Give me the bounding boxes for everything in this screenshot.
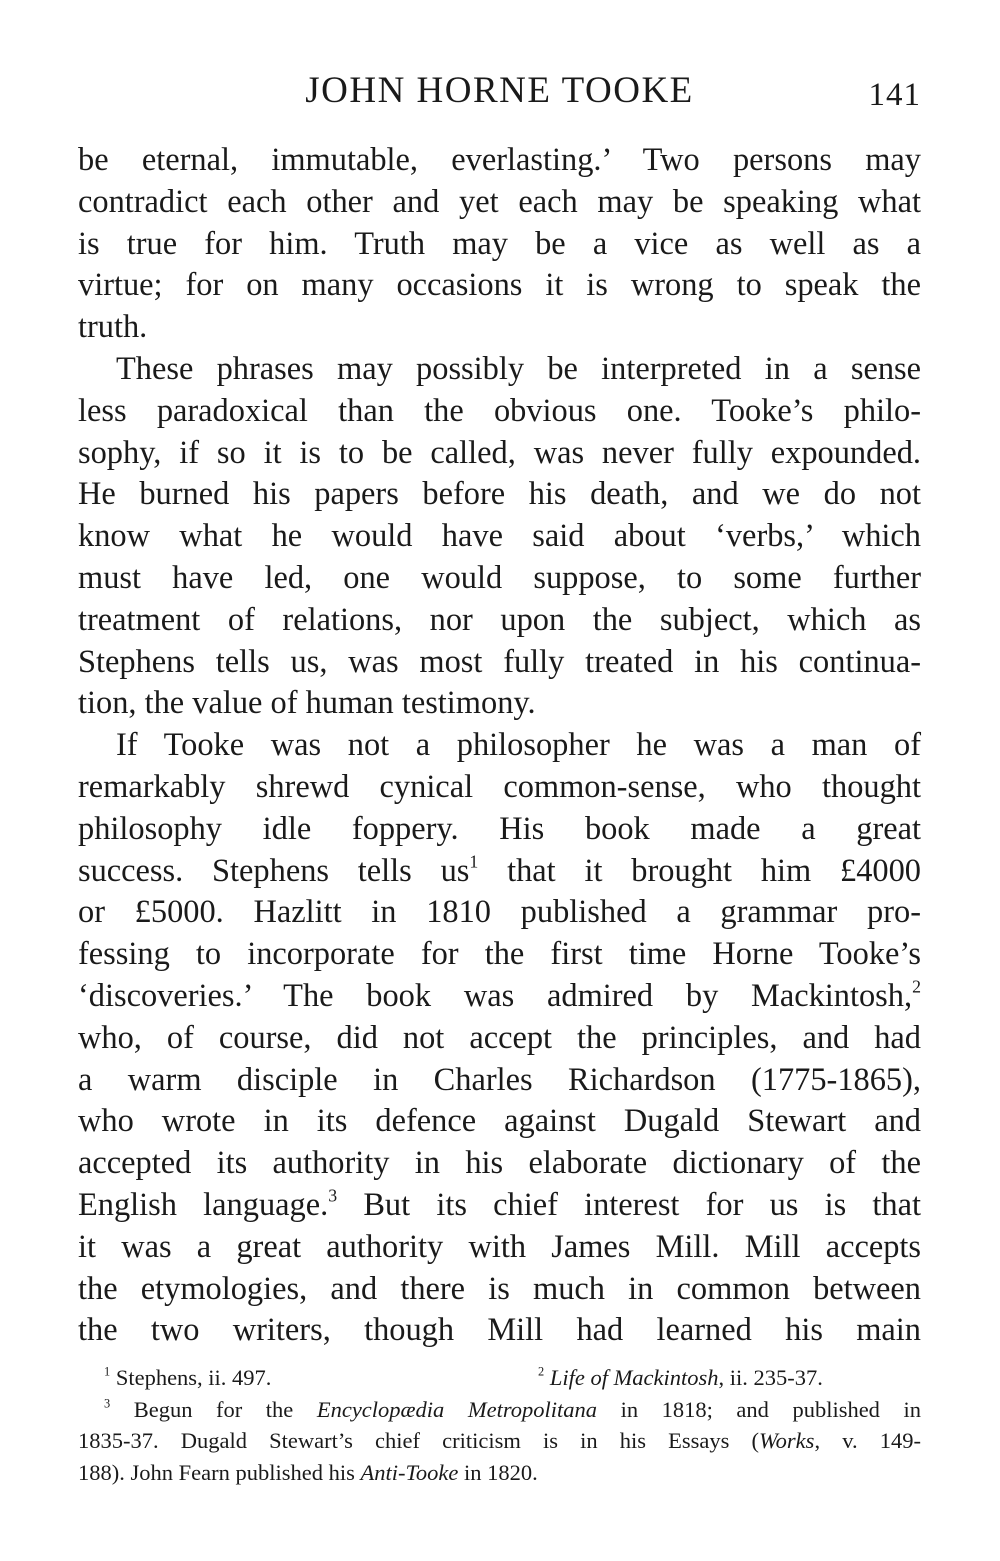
- text-line: who wrote in its defence against Dugald Stewart and: [78, 1103, 921, 1140]
- text-segment: ‘discoveries.’ The book was admired by Mackintosh,: [78, 977, 913, 1014]
- text-line: or £5000. Hazlitt in 1810 published a grammar pro-: [78, 894, 921, 931]
- text-line: virtue; for on many occasions it is wrong to speak the: [78, 267, 921, 304]
- text-line: is true for him. Truth may be a vice as well as a: [78, 225, 921, 262]
- footnote-text: 1835-37. Dugald Stewart’s chief criticism is in his Essays (: [78, 1428, 759, 1453]
- paragraph-2: [78, 349, 921, 725]
- text-line: the two writers, though Mill had learned his main: [78, 1312, 921, 1349]
- text-line: remarkably shrewd cynical common-sense, who thought: [78, 768, 921, 805]
- footnote-3-line-1: [78, 1394, 921, 1426]
- footnote-text: , v. 149-: [814, 1428, 921, 1453]
- text-line: If Tooke was not a philosopher he was a man of: [116, 727, 921, 764]
- text-line: who, of course, did not accept the principles, and had: [78, 1019, 921, 1056]
- footnote-title: Works: [759, 1428, 815, 1453]
- text-line: treatment of relations, nor upon the subject, which as: [78, 601, 921, 638]
- text-line-with-note-1: [78, 851, 921, 893]
- paragraph-3: [78, 725, 921, 1352]
- footnote-text: Begun for the: [133, 1396, 317, 1422]
- footnotes: [78, 1362, 921, 1488]
- text-line: fessing to incorporate for the first time Horne Tooke’s: [78, 936, 921, 973]
- text-line: philosophy idle foppery. His book made a great: [78, 810, 921, 847]
- text-line: contradict each other and yet each may be speaking what: [78, 183, 921, 220]
- text-line: Stephens tells us, was most fully treated in his continua-: [78, 643, 921, 680]
- text-line: accepted its authority in his elaborate dictionary of the: [78, 1145, 921, 1182]
- text-line: must have led, one would suppose, to some further: [78, 559, 921, 596]
- text-line: He burned his papers before his death, and we do not: [78, 476, 921, 513]
- text-line: These phrases may possibly be interpreted in a sense: [116, 350, 921, 387]
- text-line: truth.: [78, 309, 148, 346]
- running-head: [78, 66, 921, 116]
- footnote-title: Life of Mackintosh: [549, 1365, 719, 1390]
- running-title: JOHN HORNE TOOKE: [305, 70, 694, 111]
- footnote-marker-2: 2: [912, 976, 921, 997]
- text-line: be eternal, immutable, everlasting.’ Two persons may: [78, 142, 921, 178]
- footnote-title: Encyclopædia Metropolitana: [316, 1396, 598, 1422]
- footnote-marker-1: 1: [469, 851, 479, 872]
- text-line: know what he would have said about ‘verbs,’ which: [78, 518, 921, 555]
- text-line: tion, the value of human testimony.: [78, 685, 536, 722]
- text-line-with-note-3: [78, 1185, 921, 1227]
- footnote-3-line-2: [78, 1425, 921, 1457]
- page-number: 141: [868, 77, 921, 113]
- footnote-text: in 1818; and published in: [597, 1396, 921, 1422]
- footnote-number-2: 2: [538, 1364, 545, 1379]
- footnote-2: [538, 1362, 921, 1394]
- text-segment: that it brought him £4000: [478, 852, 921, 889]
- text-segment: success. Stephens tells us: [78, 852, 470, 889]
- footnote-1: [78, 1362, 538, 1394]
- paragraph-1: [78, 140, 921, 349]
- footnote-title: Anti-Tooke: [360, 1459, 459, 1485]
- footnote-number-3: 3: [104, 1396, 111, 1411]
- footnote-text: Stephens, ii. 497.: [115, 1365, 272, 1390]
- footnote-3-line-3: [78, 1457, 921, 1489]
- text-segment: But its chief interest for us is that: [337, 1186, 921, 1223]
- body-text: [78, 140, 921, 1352]
- text-line: it was a great authority with James Mill. Mill accepts: [78, 1228, 921, 1265]
- text-line: the etymologies, and there is much in common between: [78, 1270, 921, 1307]
- text-segment: English language.: [78, 1186, 329, 1223]
- text-line: sophy, if so it is to be called, was never fully expounded.: [78, 434, 921, 471]
- footnote-marker-3: 3: [328, 1185, 338, 1206]
- footnote-number-1: 1: [104, 1364, 111, 1379]
- footnote-text: in 1820.: [458, 1459, 538, 1485]
- footnote-row: [78, 1362, 921, 1394]
- text-line: less paradoxical than the obvious one. Tooke’s philo-: [78, 392, 921, 429]
- footnote-text: , ii. 235-37.: [718, 1365, 823, 1390]
- text-line-with-note-2: [78, 976, 921, 1018]
- text-line: a warm disciple in Charles Richardson (1775-1865),: [78, 1061, 921, 1098]
- footnote-text: 188). John Fearn published his: [78, 1459, 361, 1485]
